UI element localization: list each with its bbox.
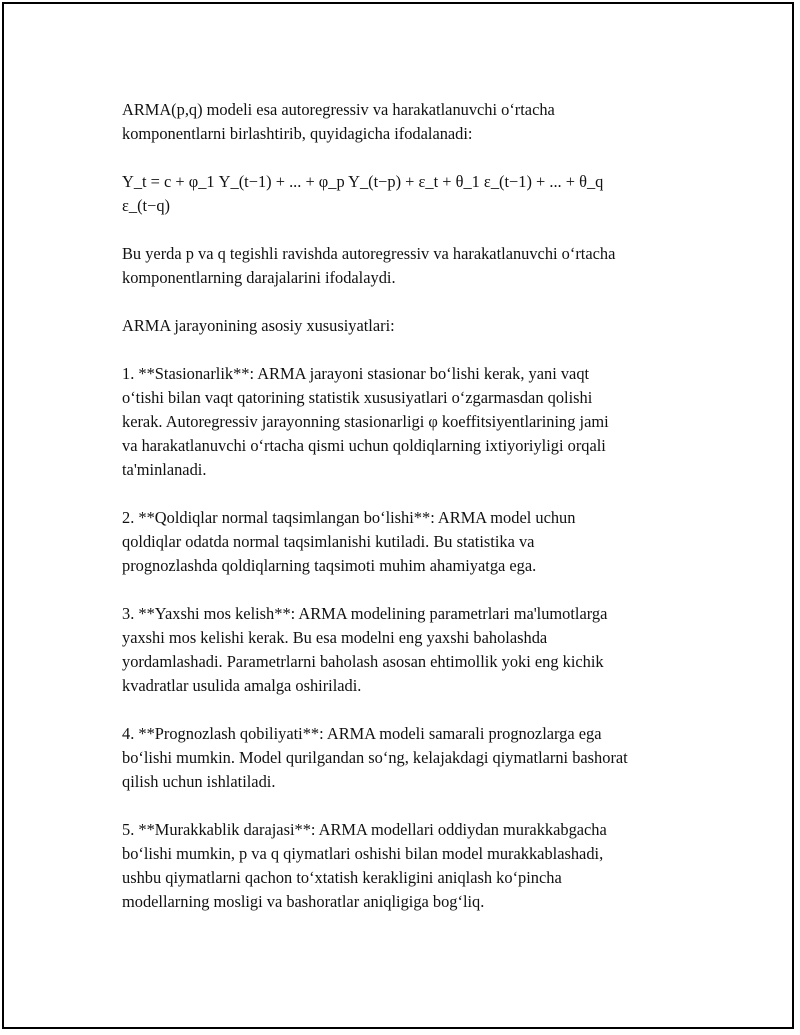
formula-explanation: Bu yerda p va q tegishli ravishda autoregressiv va harakatlanuvchi o‘rtacha komponentlarning darajalarini ifodalaydi.	[122, 244, 616, 287]
property-complexity: 5. **Murakkablik darajasi**: ARMA modellari oddiydan murakkabgacha bo‘lishi mumkin, p va q qiymatlari oshishi bilan model murakkablashadi, ushbu qiymatlarni qachon to‘xtatish kerakligini aniqlash ko‘pincha modellarning mosligi va bashoratlar aniqligiga bog‘liq.	[122, 820, 607, 911]
property-normal-residuals: 2. **Qoldiqlar normal taqsimlangan bo‘lishi**: ARMA model uchun qoldiqlar odatda normal taqsimlanishi kutiladi. Bu statistika va prognozlashda qoldiqlarning taqsimoti muhim ahamiyatga ega.	[122, 508, 576, 575]
document-body	[122, 98, 692, 938]
page-frame	[2, 2, 794, 1029]
property-forecasting: 4. **Prognozlash qobiliyati**: ARMA modeli samarali prognozlarga ega bo‘lishi mumkin. Model qurilgandan so‘ng, kelajakdagi qiymatlarni bashorat qilish uchun ishlatiladi.	[122, 724, 628, 791]
arma-formula: Y_t = c + φ_1 Y_(t−1) + ... + φ_p Y_(t−p) + ε_t + θ_1 ε_(t−1) + ... + θ_q ε_(t−q)	[122, 172, 604, 215]
intro-paragraph: ARMA(p,q) modeli esa autoregressiv va harakatlanuvchi o‘rtacha komponentlarni birlashtirib, quyidagicha ifodalanadi:	[122, 100, 555, 143]
property-good-fit: 3. **Yaxshi mos kelish**: ARMA modelining parametrlari ma'lumotlarga yaxshi mos kelishi kerak. Bu esa modelni eng yaxshi baholashda yordamlashadi. Parametrlarni baholash asosan ehtimollik yoki eng kichik kvadratlar usulida amalga oshiriladi.	[122, 604, 608, 695]
properties-heading: ARMA jarayonining asosiy xususiyatlari:	[122, 316, 395, 335]
property-stationarity: 1. **Stasionarlik**: ARMA jarayoni stasionar bo‘lishi kerak, yani vaqt o‘tishi bilan vaqt qatorining statistik xususiyatlari o‘zgarmasdan qolishi kerak. Autoregressiv jarayonning stasionarligi φ koeffitsiyentlarining jami va harakatlanuvchi o‘rtacha qismi uchun qoldiqlarning ixtiyoriyligi orqali ta'minlanadi.	[122, 364, 609, 479]
